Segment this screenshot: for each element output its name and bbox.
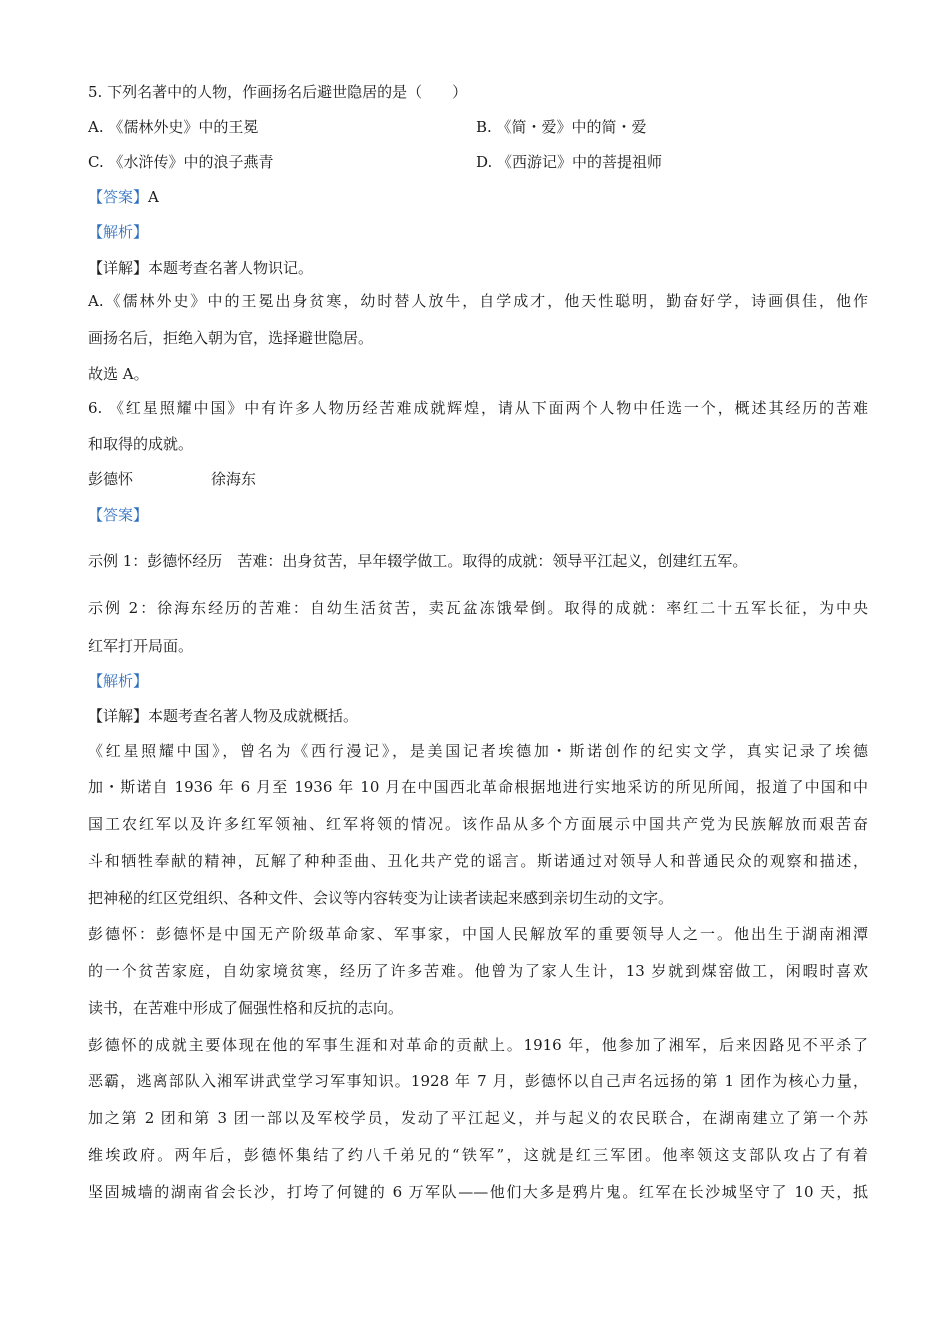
person-1: 彭德怀 xyxy=(88,470,134,488)
q6-example-2-line: 示例 2：徐海东经历的苦难：自幼生活贫苦，卖瓦盆冻饿晕倒。取得的成就：率红二十五军长征，为中央 xyxy=(88,599,868,617)
answer-tag: 【答案】 xyxy=(88,188,149,206)
q6-paragraph-3-line: 坚固城墙的湖南省会长沙，打垮了何键的 6 万军队——他们大多是鸦片鬼。红军在长沙城坚守了 10 天，抵 xyxy=(88,1183,868,1201)
detail-tag: 【详解】 xyxy=(88,259,149,277)
q5-explanation-line: 画扬名后，拒绝入朝为官，选择避世隐居。 xyxy=(88,329,374,347)
q6-paragraph-1-line: 把神秘的红区党组织、各种文件、会议等内容转变为让读者读起来感到亲切生动的文字。 xyxy=(88,889,674,907)
q6-paragraph-2-line: 彭德怀：彭德怀是中国无产阶级革命家、军事家，中国人民解放军的重要领导人之一。他出生于湖南湘潭 xyxy=(88,925,868,943)
q6-paragraph-1-line: 加・斯诺自 1936 年 6 月至 1936 年 10 月在中国西北革命根据地进行实地采访的所见所闻，报道了中国和中 xyxy=(88,778,868,796)
detail-text: 本题考查名著人物及成就概括。 xyxy=(148,707,359,725)
q5-analysis-tag: 【解析】 xyxy=(88,223,149,241)
q6-paragraph-1-line: 《红星照耀中国》，曾名为《西行漫记》，是美国记者埃德加・斯诺创作的纪实文学，真实记录了埃德 xyxy=(88,742,868,760)
q6-stem-line: 6. 《红星照耀中国》中有许多人物历经苦难成就辉煌，请从下面两个人物中任选一个，概述其经历的苦难 xyxy=(88,399,868,417)
q6-paragraph-3-line: 加之第 2 团和第 3 团一部以及军校学员，发动了平江起义，并与起义的农民联合，在湖南建立了第一个苏 xyxy=(88,1109,868,1127)
q6-paragraph-3-line: 彭德怀的成就主要体现在他的军事生涯和对革命的贡献上。1916 年，他参加了湘军，后来因路见不平杀了 xyxy=(88,1036,868,1054)
q6-paragraph-1-line: 斗和牺牲奉献的精神，瓦解了种种歪曲、丑化共产党的谣言。斯诺通过对领导人和普通民众的观察和描述， xyxy=(88,852,868,870)
q6-example-1: 示例 1：彭德怀经历 苦难：出身贫苦，早年辍学做工。取得的成就：领导平江起义，创建红五军。 xyxy=(88,552,748,570)
q6-analysis-tag: 【解析】 xyxy=(88,672,149,690)
q5-detail xyxy=(88,258,868,278)
q6-paragraph-1-line: 国工农红军以及许多红军领袖、红军将领的情况。该作品从多个方面展示中国共产党为民族解放而艰苦奋 xyxy=(88,815,868,833)
q5-explanation-line: A.《儒林外史》中的王冕出身贫寒，幼时替人放牛，自学成才，他天性聪明，勤奋好学，诗画俱佳，他作 xyxy=(88,292,868,310)
q6-paragraph-2-line: 读书，在苦难中形成了倔强性格和反抗的志向。 xyxy=(88,999,404,1017)
q6-persons xyxy=(88,469,868,489)
q6-detail xyxy=(88,706,868,726)
q5-conclusion: 故选 A。 xyxy=(88,365,149,383)
q6-paragraph-2-line: 的一个贫苦家庭，自幼家境贫寒，经历了许多苦难。他曾为了家人生计，13 岁就到煤窑做工，闲暇时喜欢 xyxy=(88,962,868,980)
q5-answer xyxy=(88,187,868,207)
q5-option-c: C. 《水浒传》中的浪子燕青 xyxy=(88,153,274,171)
answer-value: A xyxy=(148,188,159,206)
q5-option-b: B. 《简・爱》中的简・爱 xyxy=(476,118,647,136)
q6-paragraph-3-line: 维埃政府。两年后，彭德怀集结了约八千弟兄的“铁军”，这就是红三军团。他率领这支部队攻占了有着 xyxy=(88,1146,868,1164)
q6-answer-tag: 【答案】 xyxy=(88,506,149,524)
detail-tag: 【详解】 xyxy=(88,707,149,725)
q5-stem: 5. 下列名著中的人物，作画扬名后避世隐居的是（ ） xyxy=(88,83,468,101)
q5-option-a: A. 《儒林外史》中的王冕 xyxy=(88,118,259,136)
detail-text: 本题考查名著人物识记。 xyxy=(148,259,314,277)
q6-example-2-line: 红军打开局面。 xyxy=(88,637,194,655)
q6-stem-line: 和取得的成就。 xyxy=(88,435,194,453)
q5-option-d: D. 《西游记》中的菩提祖师 xyxy=(476,153,663,171)
q6-paragraph-3-line: 恶霸，逃离部队入湘军讲武堂学习军事知识。1928 年 7 月，彭德怀以自己声名远扬的第 1 团作为核心力量， xyxy=(88,1072,868,1090)
person-2: 徐海东 xyxy=(211,470,257,488)
